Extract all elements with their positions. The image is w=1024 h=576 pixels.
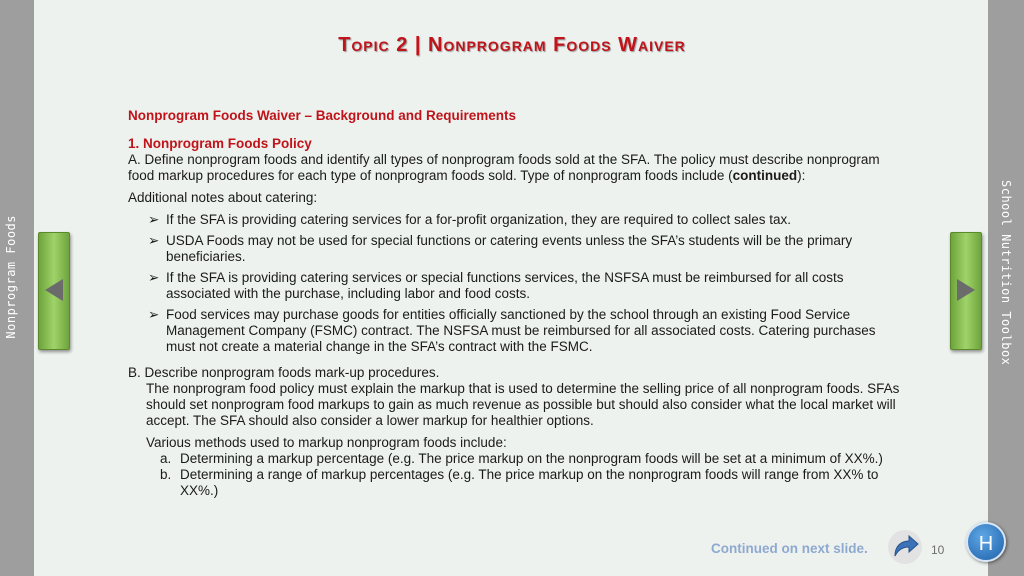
continued-note: Continued on next slide. bbox=[711, 541, 868, 556]
curved-arrow-icon bbox=[888, 530, 922, 564]
sidebar-left-label: Nonprogram Foods bbox=[4, 215, 18, 339]
list-item bbox=[148, 233, 908, 265]
page-number: 10 bbox=[931, 543, 945, 557]
section1-number: 1. bbox=[128, 136, 140, 151]
next-slide-link[interactable] bbox=[888, 530, 922, 564]
part-b-title: B. Describe nonprogram foods mark-up procedures. bbox=[128, 365, 440, 380]
bullet-arrow-icon: ➢ bbox=[148, 307, 160, 322]
sidebar-right-label: School Nutrition Toolbox bbox=[999, 180, 1013, 366]
method-letter: a. bbox=[160, 451, 172, 466]
method-text: Determining a range of markup percentages (e.g. The price markup on the nonprogram foods will range from XX% to XX%.) bbox=[180, 467, 879, 498]
triangle-right-icon bbox=[957, 279, 975, 301]
section-heading: Nonprogram Foods Waiver – Background and Requirements bbox=[128, 108, 517, 123]
bullet-text: If the SFA is providing catering services or special functions services, the NSFSA must be reimbursed for all costs associated with the purchase, including labor and food costs. bbox=[166, 270, 844, 301]
part-a-text bbox=[128, 152, 908, 184]
list-item bbox=[160, 467, 908, 499]
methods-list bbox=[160, 451, 908, 499]
list-item bbox=[148, 270, 908, 302]
bullet-arrow-icon: ➢ bbox=[148, 233, 160, 248]
method-text: Determining a markup percentage (e.g. The price markup on the nonprogram foods will be set at a minimum of XX%.) bbox=[180, 451, 883, 466]
bullet-arrow-icon: ➢ bbox=[148, 212, 160, 227]
methods-intro: Various methods used to markup nonprogram foods include: bbox=[146, 435, 507, 450]
list-item bbox=[148, 307, 908, 355]
part-a-text-1: A. Define nonprogram foods and identify all types of nonprogram foods sold at the SFA. The policy must describe nonprogram food markup procedures for each type of nonprogram foods sold. Type of nonprogram foods include ( bbox=[128, 152, 880, 183]
section1-title: Nonprogram Foods Policy bbox=[143, 136, 312, 151]
triangle-left-icon bbox=[45, 279, 63, 301]
bullet-text: Food services may purchase goods for entities officially sanctioned by the school through an existing Food Service Management Company (FSMC) contract. The NSFSA must be reimbursed for all associated costs. Catering purchases must not create a material change in the SFA’s contract with the FSMC. bbox=[166, 307, 876, 354]
part-b-text: The nonprogram food policy must explain the markup that is used to determine the selling price of all nonprogram foods. SFAs should set nonprogram food markups to gain as much revenue as possible but should also consider what the local market will accept. The SFA should also consider a lower markup for healthier options. bbox=[146, 381, 900, 428]
previous-slide-button[interactable] bbox=[38, 232, 70, 350]
catering-intro: Additional notes about catering: bbox=[128, 190, 318, 205]
page-title: Topic 2 | Nonprogram Foods Waiver bbox=[338, 34, 686, 56]
bullet-text: If the SFA is providing catering services for a for-profit organization, they are required to collect sales tax. bbox=[166, 212, 792, 227]
home-button[interactable]: H bbox=[966, 522, 1006, 562]
catering-bullets bbox=[148, 212, 908, 355]
slide-content bbox=[128, 108, 908, 499]
list-item bbox=[160, 451, 908, 467]
next-slide-button[interactable] bbox=[950, 232, 982, 350]
list-item bbox=[148, 212, 908, 228]
part-a-text-2: ): bbox=[797, 168, 806, 183]
bullet-text: USDA Foods may not be used for special functions or catering events unless the SFA’s students will be the primary beneficiaries. bbox=[166, 233, 853, 264]
bullet-arrow-icon: ➢ bbox=[148, 270, 160, 285]
section1-heading bbox=[128, 136, 908, 152]
part-a-bold: continued bbox=[732, 168, 798, 183]
method-letter: b. bbox=[160, 467, 172, 482]
